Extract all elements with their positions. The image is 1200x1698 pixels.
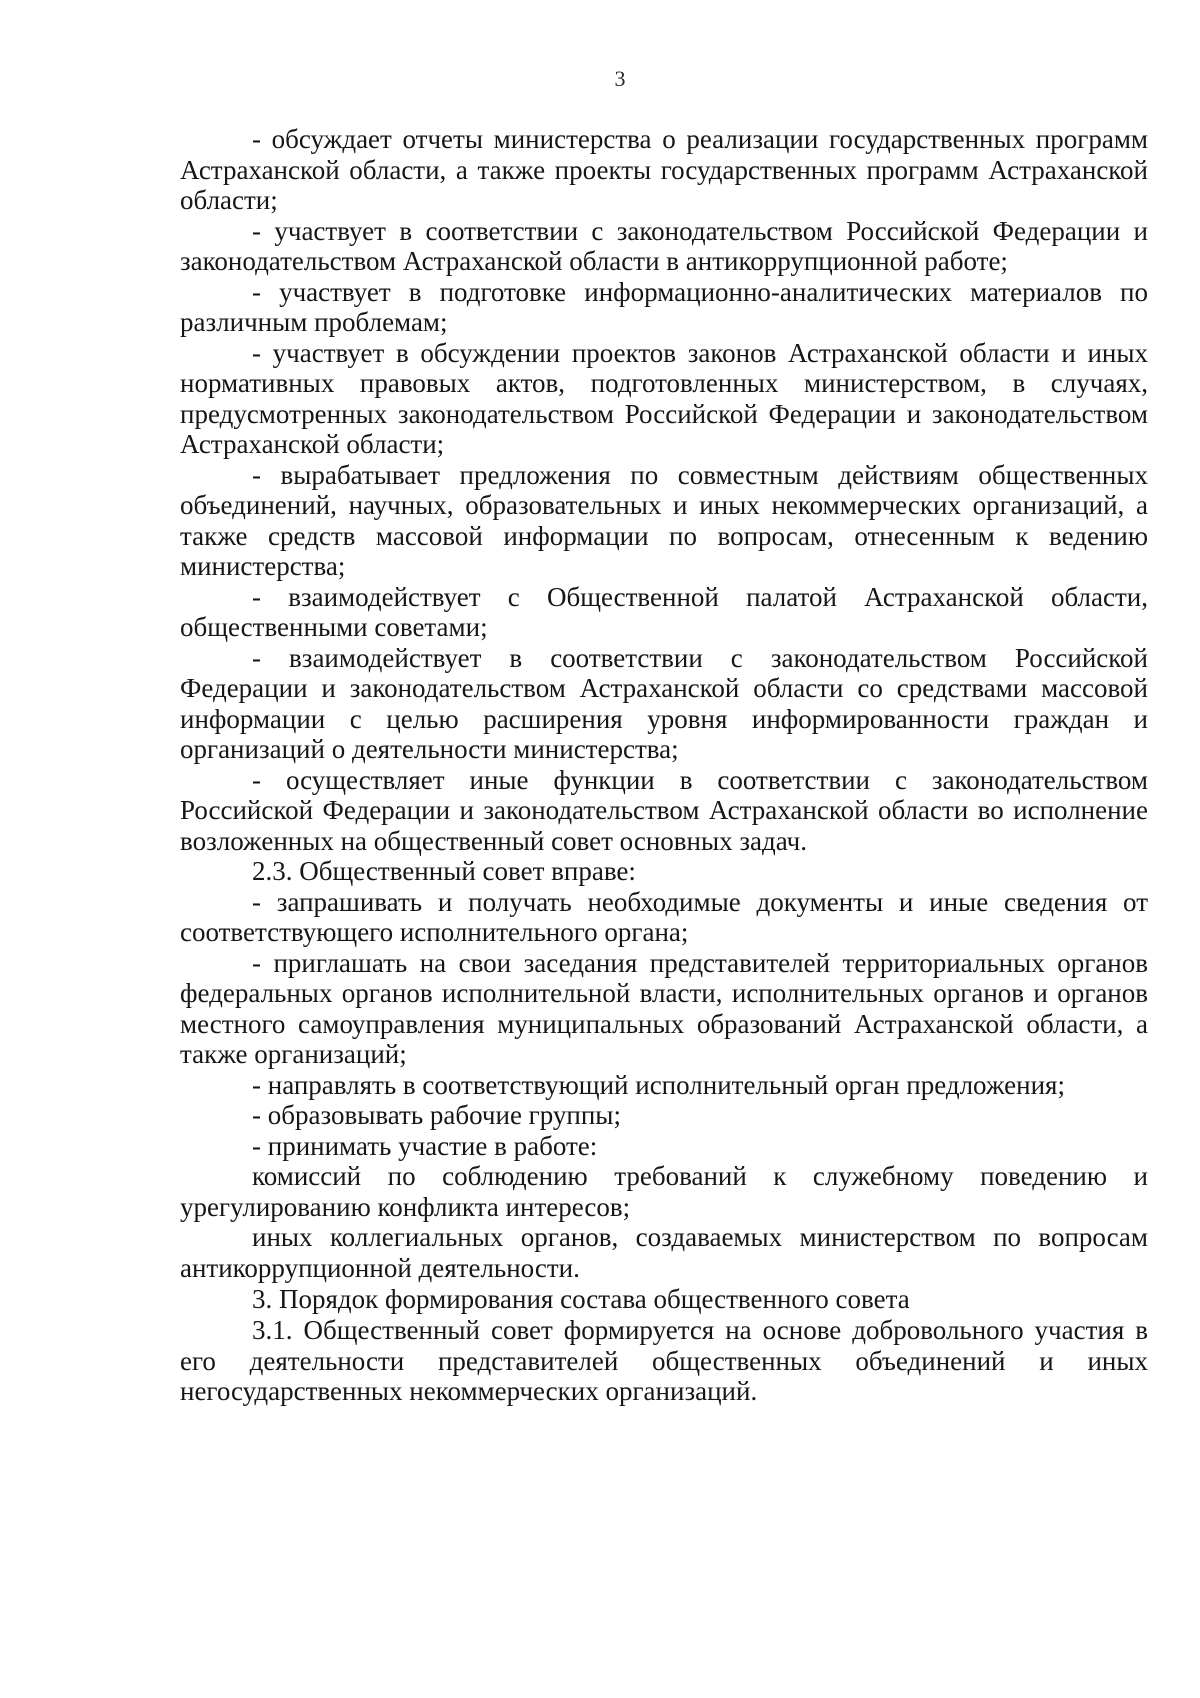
clause-heading: 2.3. Общественный совет вправе: — [252, 856, 636, 886]
paragraph: - направлять в соответствующий исполнительный орган предложения; — [252, 1069, 1065, 1100]
paragraph: - участвует в обсуждении проектов законов Астраханской области и иных нормативных правовых актов, подготовленных министерством, в случаях, предусмотренных законодательством Российской Федерации и законодательством Астраханской области; — [180, 337, 1148, 459]
paragraph: 3.1. Общественный совет формируется на основе добровольного участия в его деятельности представителей общественных объединений и иных негосударственных некоммерческих организаций. — [180, 1315, 1148, 1406]
paragraph: - вырабатывает предложения по совместным действиям общественных объединений, научных, образовательных и иных некоммерческих организаций, а также средств массовой информации по вопросам, отнесенным к ведению министерства; — [180, 459, 1148, 581]
paragraph: комиссий по соблюдению требований к служебному поведению и урегулированию конфликта интересов; — [180, 1161, 1148, 1222]
paragraph: иных коллегиальных органов, создаваемых министерством по вопросам антикоррупционной деятельности. — [180, 1222, 1148, 1283]
document-body — [180, 124, 1148, 1407]
paragraph: - образовывать рабочие группы; — [252, 1100, 621, 1130]
paragraph: - обсуждает отчеты министерства о реализации государственных программ Астраханской области, а также проекты государственных программ Астраханской области; — [180, 124, 1148, 215]
paragraph: - участвует в подготовке информационно-аналитических материалов по различным проблемам; — [180, 276, 1148, 337]
paragraph: - запрашивать и получать необходимые документы и иные сведения от соответствующего исполнительного органа; — [180, 886, 1148, 947]
section-heading: 3. Порядок формирования состава общественного совета — [252, 1284, 910, 1314]
paragraph: - взаимодействует в соответствии с законодательством Российской Федерации и законодательством Астраханской области со средствами массовой информации с целью расширения уровня информированности граждан и организаций о деятельности министерства; — [180, 642, 1148, 764]
paragraph: - принимать участие в работе: — [252, 1130, 598, 1161]
paragraph: - осуществляет иные функции в соответствии с законодательством Российской Федерации и законодательством Астраханской области во исполнение возложенных на общественный совет основных задач. — [180, 764, 1148, 856]
page-number: 3 — [614, 66, 626, 91]
paragraph: - приглашать на свои заседания представителей территориальных органов федеральных органов исполнительной власти, исполнительных органов и органов местного самоуправления муниципальных образований Астраханской области, а также организаций; — [180, 947, 1148, 1069]
paragraph: - участвует в соответствии с законодательством Российской Федерации и законодательством Астраханской области в антикоррупционной работе; — [180, 215, 1148, 276]
paragraph: - взаимодействует с Общественной палатой Астраханской области, общественными советами; — [180, 581, 1148, 642]
